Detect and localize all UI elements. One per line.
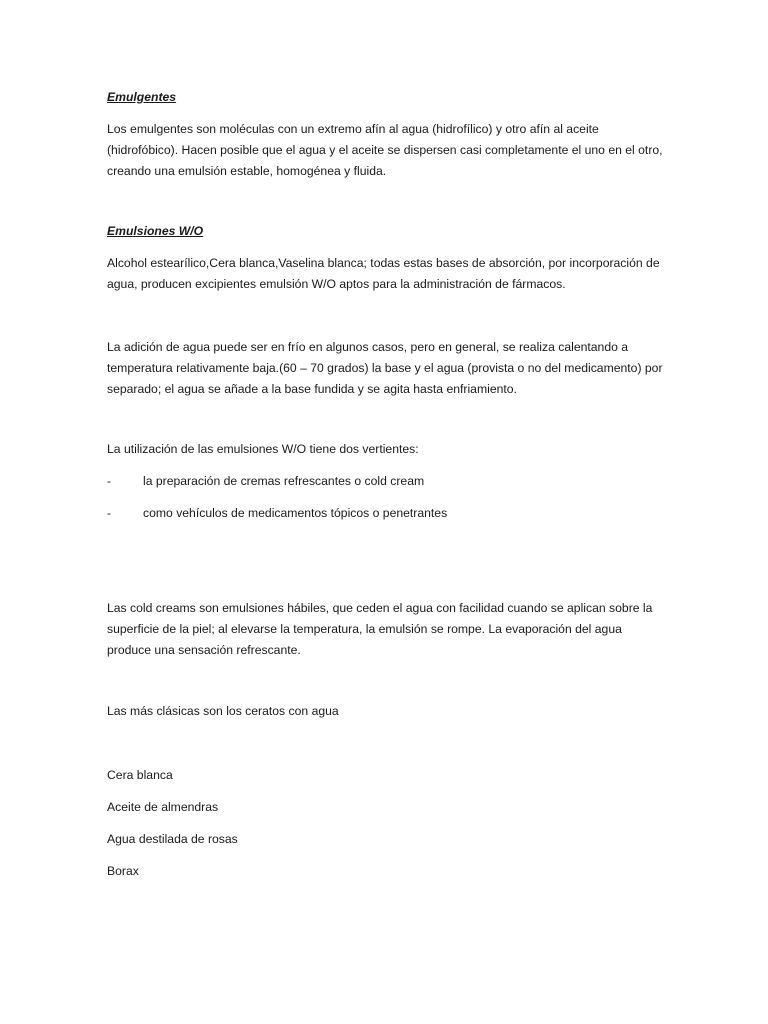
ingredient-item: Agua destilada de rosas	[107, 832, 238, 846]
bullet-item: como vehículos de medicamentos tópicos o penetrantes	[143, 506, 448, 520]
bullet-dash: -	[107, 474, 112, 488]
ingredient-item: Aceite de almendras	[107, 800, 219, 814]
ingredient-item: Cera blanca	[107, 768, 173, 782]
ingredient-item: Borax	[107, 864, 139, 878]
heading-emulgentes: Emulgentes	[107, 90, 177, 104]
paragraph-cold-creams: Las cold creams son emulsiones hábiles, que ceden el agua con facilidad cuando se aplican sobre la superficie de la piel; al elevarse la temperatura, la emulsión se rompe. La evaporación del agua produce una sensación refrescante.	[107, 601, 653, 657]
paragraph-emulsiones-wo: Alcohol estearílico,Cera blanca,Vaselina blanca; todas estas bases de absorción, por incorporación de agua, producen excipientes emulsión W/O aptos para la administración de fármacos.	[107, 256, 660, 291]
paragraph-ceratos: Las más clásicas son los ceratos con agua	[107, 704, 339, 718]
paragraph-adicion-agua: La adición de agua puede ser en frío en algunos casos, pero en general, se realiza calentando a temperatura relativamente baja.(60 – 70 grados) la base y el agua (provista o no del medicamento) por separado; el agua se añade a la base fundida y se agita hasta enfriamiento.	[107, 340, 663, 396]
paragraph-emulgentes: Los emulgentes son moléculas con un extremo afín al agua (hidrofílico) y otro afín al aceite (hidrofóbico). Hacen posible que el agua y el aceite se dispersen casi completamente el uno en el otro, creando una emulsión estable, homogénea y fluida.	[107, 122, 663, 178]
heading-emulsiones-wo: Emulsiones W/O	[107, 224, 204, 238]
paragraph-utilizacion: La utilización de las emulsiones W/O tiene dos vertientes:	[107, 442, 419, 456]
bullet-item: la preparación de cremas refrescantes o cold cream	[143, 474, 425, 488]
bullet-dash: -	[107, 506, 112, 520]
